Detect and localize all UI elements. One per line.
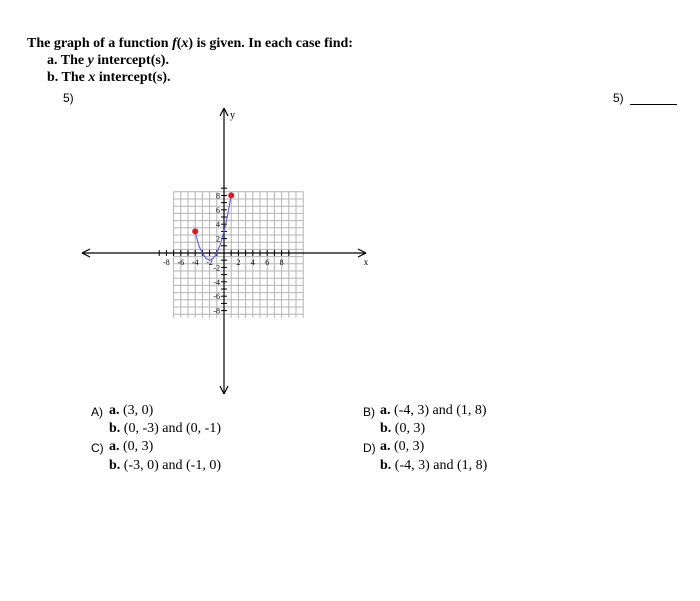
y-tick-label: -6 <box>213 292 220 302</box>
function-name: f <box>172 36 177 51</box>
y-tick-label: 6 <box>216 205 220 215</box>
axes <box>82 108 366 394</box>
x-tick-label: 4 <box>250 258 255 267</box>
answer-blank[interactable] <box>630 104 677 105</box>
x-axis-label: x <box>363 257 369 267</box>
choice-d-letter[interactable]: D) <box>363 441 376 455</box>
choice-b-letter[interactable]: B) <box>363 405 375 419</box>
y-tick-label: 8 <box>216 191 220 201</box>
function-graph <box>80 106 380 398</box>
x-tick-label: -6 <box>177 258 185 267</box>
y-axis-label: y <box>230 110 235 121</box>
question-title: The graph of a function f(x) is given. In each case find: <box>27 36 353 51</box>
choice-c-letter[interactable]: C) <box>91 441 104 455</box>
y-tick-label: 2 <box>216 234 220 244</box>
endpoint-dot <box>228 192 234 198</box>
choice-b-part-b: b. (0, 3) <box>380 421 426 436</box>
x-tick-label: 8 <box>279 258 284 267</box>
choice-d-part-a: a. (0, 3) <box>380 439 425 454</box>
part-a-instruction: a. The y intercept(s). <box>47 53 169 68</box>
y-tick-label: 4 <box>216 220 220 230</box>
choice-c-part-b: b. (-3, 0) and (-1, 0) <box>109 458 221 473</box>
question-number: 5) <box>63 91 74 105</box>
choice-d-part-b: b. (-4, 3) and (1, 8) <box>380 458 488 473</box>
choice-a-part-b: b. (0, -3) and (0, -1) <box>109 421 221 436</box>
choice-b-part-a: a. (-4, 3) and (1, 8) <box>380 403 487 418</box>
y-tick-label: -4 <box>213 277 220 287</box>
x-tick-label: -4 <box>191 258 199 267</box>
tick-labels <box>163 110 369 316</box>
part-b-instruction: b. The x intercept(s). <box>47 70 171 85</box>
function-variable: x <box>181 36 189 51</box>
x-tick-label: -8 <box>163 258 170 267</box>
y-tick-label: -8 <box>213 306 220 316</box>
choice-c-part-a: a. (0, 3) <box>109 439 154 454</box>
x-tick-label: 6 <box>265 258 270 267</box>
answer-number: 5) <box>613 91 624 105</box>
x-tick-label: -2 <box>206 258 213 267</box>
endpoint-dot <box>192 228 198 234</box>
y-tick-label: -2 <box>213 263 220 273</box>
choice-a-part-a: a. (3, 0) <box>109 403 154 418</box>
x-tick-label: 2 <box>236 258 241 267</box>
choice-a-letter[interactable]: A) <box>91 405 103 419</box>
